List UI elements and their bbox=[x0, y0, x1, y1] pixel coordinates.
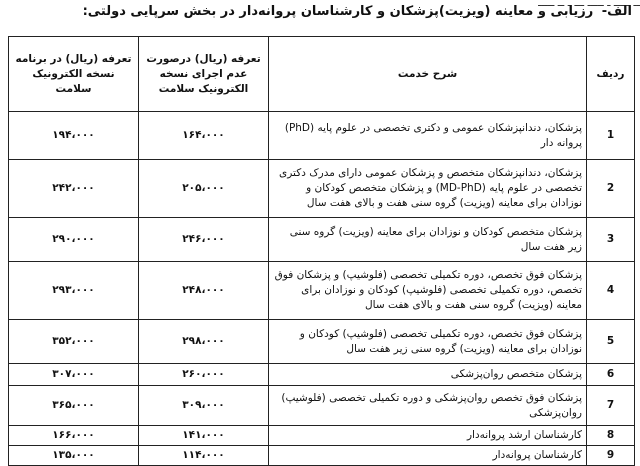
row-tariff-ehr: ۱۳۵،۰۰۰ bbox=[9, 446, 139, 466]
row-desc: پزشکان، دندانپزشکان متخصص و پزشکان عمومی دارای مدرک دکتری تخصصی در علوم پایه (MD-PhD) و پزشکان متخصص کودکان و نوزادان برای معاینه (ویزیت) گروه سنی هفت و بالای هفت سال bbox=[269, 160, 587, 218]
table-row bbox=[9, 160, 635, 218]
row-desc: پزشکان متخصص روان‌پزشکی bbox=[269, 364, 587, 386]
row-tariff-no-ehr: ۱۴۱،۰۰۰ bbox=[139, 426, 269, 446]
section-lead: الف- bbox=[601, 4, 632, 19]
row-tariff-no-ehr: ۱۶۴،۰۰۰ bbox=[139, 112, 269, 160]
row-tariff-no-ehr: ۲۴۸،۰۰۰ bbox=[139, 262, 269, 320]
table-header-row bbox=[9, 37, 635, 112]
section-heading-text: رزیابی و معاینه (ویزیت)پزشکان و کارشناسان پروانه‌دار در بخش سرپایی دولتی: bbox=[82, 4, 594, 19]
row-desc: پزشکان متخصص کودکان و نوزادان برای معاینه (ویزیت) گروه سنی زیر هفت سال bbox=[269, 218, 587, 262]
tariff-table bbox=[8, 36, 635, 466]
row-tariff-no-ehr: ۲۰۵،۰۰۰ bbox=[139, 160, 269, 218]
row-tariff-ehr: ۳۰۷،۰۰۰ bbox=[9, 364, 139, 386]
row-desc: پزشکان فوق تخصص، دوره تکمیلی تخصصی (فلوشیپ) کودکان و نوزادان برای معاینه (ویزیت) گروه سنی زیر هفت سال bbox=[269, 320, 587, 364]
row-tariff-ehr: ۲۹۰،۰۰۰ bbox=[9, 218, 139, 262]
header-tariff-ehr: تعرفه (ریال) در برنامه نسخه الکترونیک سلامت bbox=[9, 37, 139, 112]
table-row bbox=[9, 262, 635, 320]
header-radif: ردیف bbox=[587, 37, 635, 112]
row-desc: پزشکان فوق تخصص روان‌پزشکی و دوره تکمیلی تخصصی (فلوشیپ) روان‌پزشکی bbox=[269, 386, 587, 426]
row-desc: پزشکان فوق تخصص، دوره تکمیلی تخصصی (فلوشیپ) و پزشکان فوق تخصص، دوره تکمیلی تخصصی (فلوشیپ) کودکان و نوزادان برای معاینه (ویزیت) گروه سنی هفت و بالای هفت سال bbox=[269, 262, 587, 320]
row-radif: 9 bbox=[587, 446, 635, 466]
row-radif: 6 bbox=[587, 364, 635, 386]
row-tariff-no-ehr: ۲۶۰،۰۰۰ bbox=[139, 364, 269, 386]
table-row bbox=[9, 386, 635, 426]
row-tariff-ehr: ۳۶۵،۰۰۰ bbox=[9, 386, 139, 426]
row-radif: 7 bbox=[587, 386, 635, 426]
row-desc: پزشکان، دندانپزشکان عمومی و دکتری تخصصی در علوم پایه (PhD) پروانه دار bbox=[269, 112, 587, 160]
row-radif: 4 bbox=[587, 262, 635, 320]
row-radif: 1 bbox=[587, 112, 635, 160]
table-row bbox=[9, 446, 635, 466]
row-tariff-no-ehr: ۱۱۴،۰۰۰ bbox=[139, 446, 269, 466]
table-row bbox=[9, 112, 635, 160]
section-heading bbox=[72, 4, 632, 26]
table-row bbox=[9, 426, 635, 446]
row-tariff-ehr: ۱۶۶،۰۰۰ bbox=[9, 426, 139, 446]
row-radif: 8 bbox=[587, 426, 635, 446]
header-tariff-no-ehr: تعرفه (ریال) درصورت عدم اجرای نسخه الکترونیک سلامت bbox=[139, 37, 269, 112]
row-tariff-no-ehr: ۲۴۶،۰۰۰ bbox=[139, 218, 269, 262]
row-tariff-ehr: ۳۵۲،۰۰۰ bbox=[9, 320, 139, 364]
header-desc: شرح خدمت bbox=[269, 37, 587, 112]
table-row bbox=[9, 364, 635, 386]
table-row bbox=[9, 320, 635, 364]
row-tariff-ehr: ۲۹۳،۰۰۰ bbox=[9, 262, 139, 320]
row-radif: 5 bbox=[587, 320, 635, 364]
row-tariff-ehr: ۲۴۲،۰۰۰ bbox=[9, 160, 139, 218]
row-tariff-no-ehr: ۲۹۸،۰۰۰ bbox=[139, 320, 269, 364]
row-tariff-no-ehr: ۳۰۹،۰۰۰ bbox=[139, 386, 269, 426]
row-desc: کارشناسان پروانه‌دار bbox=[269, 446, 587, 466]
row-radif: 2 bbox=[587, 160, 635, 218]
table-row bbox=[9, 218, 635, 262]
row-radif: 3 bbox=[587, 218, 635, 262]
row-desc: کارشناسان ارشد پروانه‌دار bbox=[269, 426, 587, 446]
row-tariff-ehr: ۱۹۴،۰۰۰ bbox=[9, 112, 139, 160]
